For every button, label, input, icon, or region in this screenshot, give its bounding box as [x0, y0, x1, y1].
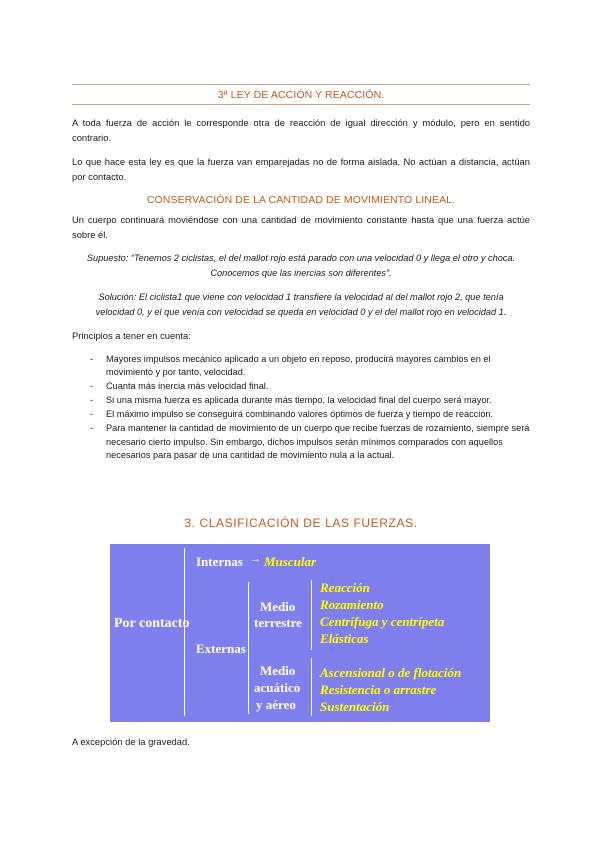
- medio-acuatico-line3: y aéreo: [256, 697, 296, 712]
- bullet-dash: -: [90, 423, 94, 434]
- paragraph-paired-forces: Lo que hace esta ley es que la fuerza van emparejadas no de forma aislada. No actúan a distancia, actúan por contacto.: [72, 156, 530, 182]
- main-brace-line: [184, 548, 185, 716]
- terrestre-brace-line: [311, 580, 312, 650]
- paragraph-conservation: Un cuerpo continuará moviéndose con una cantidad de movimiento constante hasta que una fuerza actúe sobre él.: [72, 214, 530, 240]
- item-resistencia: Resistencia o arrastre: [320, 682, 437, 697]
- bullet-dash: -: [90, 409, 94, 420]
- list-item: - Si una misma fuerza es aplicada durante más tiempo, la velocidad final del cuerpo será mayor.: [90, 394, 530, 407]
- bullet-dash: -: [90, 395, 94, 406]
- list-item: - Para mantener la cantidad de movimiento de un cuerpo que recibe fuerzas de rozamiento, siempre será necesario cierto impulso. Sin embargo, dichos impulsos serán mínimos comparados con aquellos necesarios para pasar de una cantidad de movimiento nula a la actual.: [90, 423, 530, 461]
- law-heading: 3ª LEY DE ACCIÓN Y REACCIÓN.: [217, 89, 385, 101]
- list-item: - Cuanta más inercia más velocidad final.: [90, 380, 530, 393]
- externas-label: Externas: [196, 641, 246, 656]
- por-contacto-label: Por contacto: [114, 616, 190, 631]
- bullet-dash: -: [90, 354, 94, 364]
- list-item: - El máximo impulso se conseguirá combinando valores óptimos de fuerza y tiempo de reacción.: [90, 408, 530, 421]
- heading-top-rule: [72, 84, 530, 85]
- item-rozamiento: Rozamiento: [320, 597, 384, 612]
- arrow-icon: →: [250, 553, 261, 565]
- principles-intro: Principios a tener en cuenta:: [72, 330, 191, 341]
- heading-bottom-rule: [72, 104, 530, 105]
- forces-classification-diagram: [110, 544, 490, 722]
- section-title: 3. CLASIFICACIÓN DE LAS FUERZAS.: [184, 516, 418, 530]
- solucion-text: Solución: El ciclista1 que viene con velocidad 1 transfiere la velocidad al del mallot rojo 2, que tenía velocidad 0, y el que venía con velocidad se queda en velocidad 0 y el del mallot rojo en velocidad 1.: [95, 292, 507, 317]
- medio-terrestre-line2: terrestre: [254, 615, 302, 630]
- footer-note: A excepción de la gravedad.: [72, 736, 190, 747]
- supuesto-text: Supuesto: “Tenemos 2 ciclistas, el del mallot rojo está parado con una velocidad 0 y llega el otro y choca. Conocemos que las inercias son diferentes”.: [86, 253, 516, 278]
- item-sustentacion: Sustentación: [320, 699, 390, 714]
- item-elasticas: Elásticas: [320, 631, 369, 646]
- medio-acuatico-line2: acuático: [254, 680, 301, 695]
- bullet-dash: -: [90, 381, 94, 392]
- conservation-heading: CONSERVACIÓN DE LA CANTIDAD DE MOVIMIENTO LINEAL.: [146, 194, 456, 206]
- item-reaccion: Reacción: [320, 580, 370, 595]
- externas-brace-line: [248, 582, 249, 714]
- paragraph-action-reaction: A toda fuerza de acción le corresponde otra de reacción de igual dirección y módulo, pero en sentido contrario.: [72, 117, 530, 143]
- internas-label: Internas: [196, 554, 243, 569]
- principles-list: [90, 353, 530, 463]
- item-centrifuga: Centrífuga y centrípeta: [320, 614, 445, 629]
- item-ascensional: Ascensional o de flotación: [320, 665, 462, 680]
- medio-terrestre-line1: Medio: [260, 599, 296, 614]
- muscular-label: Muscular: [264, 554, 317, 569]
- medio-acuatico-line1: Medio: [260, 663, 296, 678]
- acuatico-brace-line: [311, 658, 312, 716]
- list-item: - Mayores impulsos mecánico aplicado a un objeto en reposo, producirá mayores cambios en el movimiento y por tanto, velocidad.: [90, 354, 491, 378]
